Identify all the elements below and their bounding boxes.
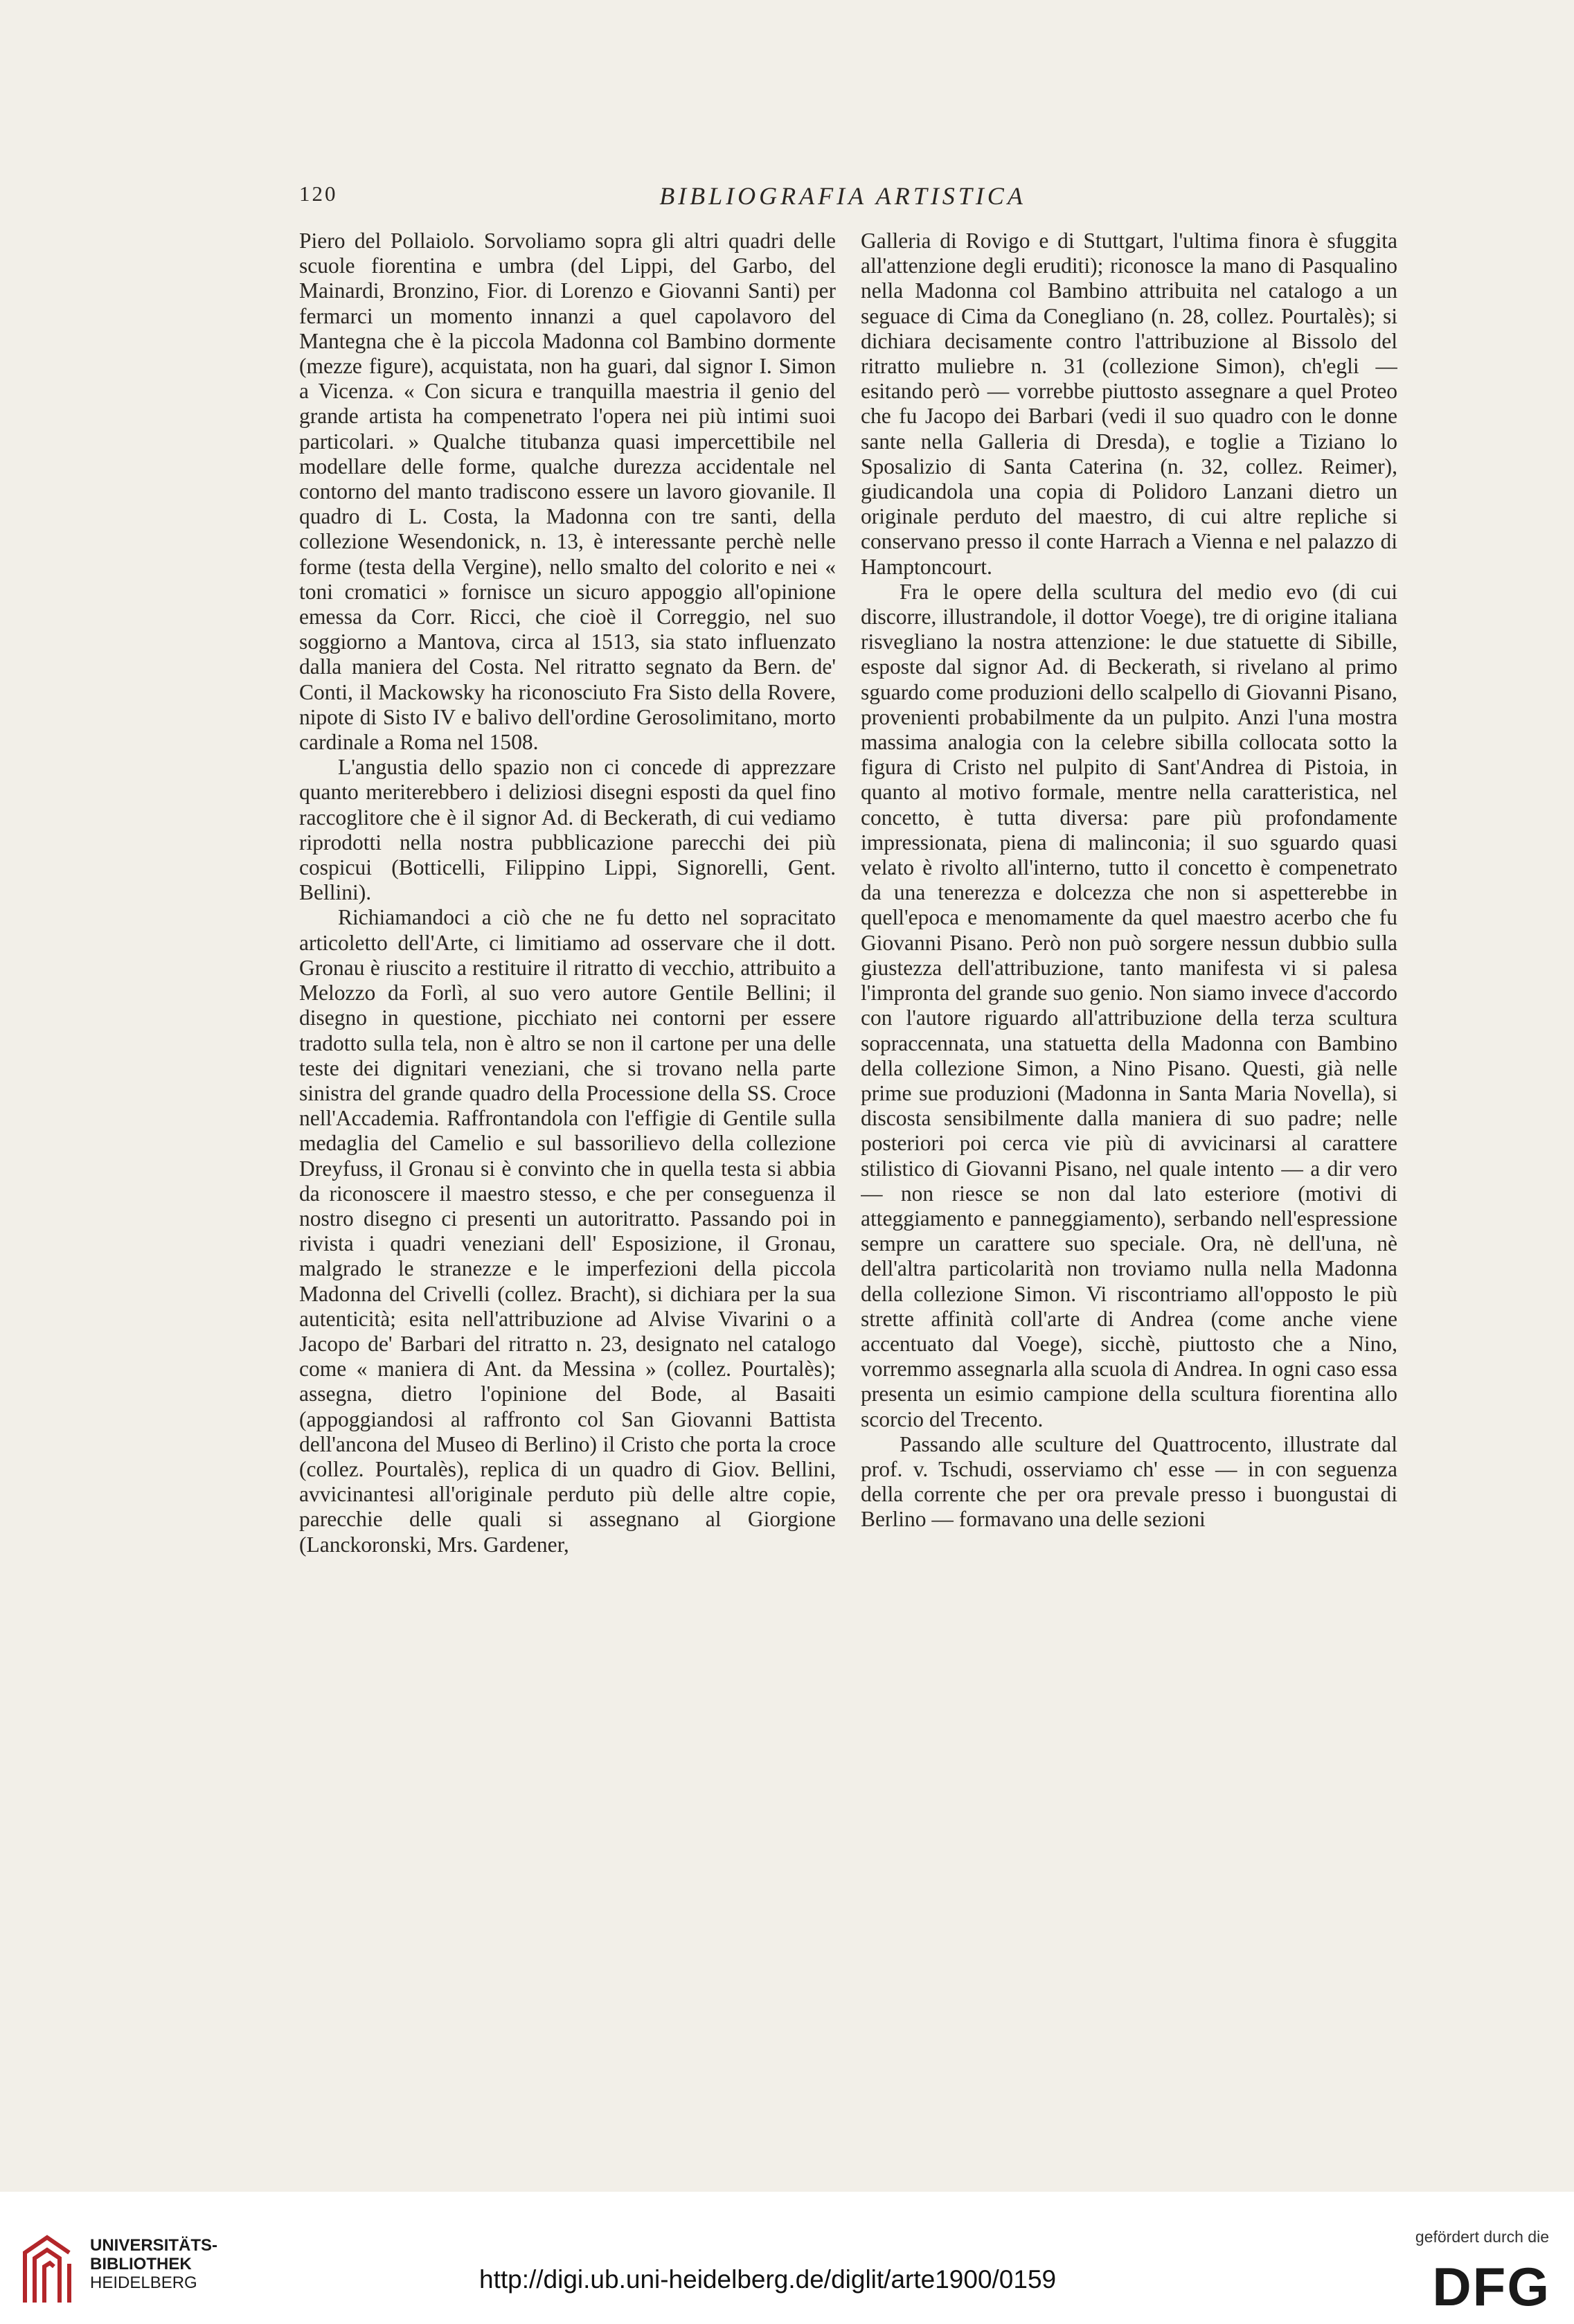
library-name-line: BIBLIOTHEK — [90, 2255, 192, 2273]
paragraph: Galleria di Rovigo e di Stuttgart, l'ultima finora è sfuggita all'attenzione degli eruditi); riconosce la mano di Pasqualino nella Madonna col Bambino attribuita nel catalogo a un seguace di Cima da Conegliano (n. 28, collez. Pourtalès); si dichiara decisamente contro l'attribuzione al Bissolo del ritratto muliebre n. 31 (collezione Simon), ch'egli — esitando però — vorrebbe piuttosto assegnare a quel Proteo che fu Jacopo dei Barbari (vedi il suo quadro con le donne sante nella Galleria di Dresda), e toglie a Tiziano lo Sposalizio di Santa Caterina (n. 32, collez. Reimer), giudicandola una copia di Polidoro Lanzani dietro un originale perduto del maestro, di cui altre repliche si conservano presso il conte Harrach a Vienna e nel palazzo di Hamptoncourt. — [861, 229, 1397, 579]
library-name-line: HEIDELBERG — [90, 2273, 197, 2292]
dfg-logo: DFG — [1432, 2256, 1550, 2317]
page-header — [299, 181, 1386, 216]
running-title: BIBLIOGRAFIA ARTISTICA — [659, 182, 1026, 210]
left-column — [299, 229, 836, 1891]
funding-note: gefördert durch die — [1415, 2228, 1549, 2246]
library-name — [90, 2236, 217, 2292]
paragraph: Richiamandoci a ciò che ne fu detto nel sopracitato articoletto dell'Arte, ci limitiamo ad osservare che il dott. Gronau è riuscito a restituire il ritratto di vecchio, attribuito a Melozzo da Forlì, al suo vero autore Gentile Bellini; il disegno in questione, picchiato nei contorni per essere tradotto sulla tela, non è altro se non il cartone per una delle teste dei dignitari veneziani, che si trovano nella parte sinistra del grande quadro della Processione della SS. Croce nell'Accademia. Raffrontandola con l'effigie di Gentile sulla medaglia del Camelio e sul bassorilievo della collezione Dreyfuss, il Gronau si è convinto che in quella testa si abbia da riconoscere il maestro stesso, e che per conseguenza il nostro disegno ci presenti un autoritratto. Passando poi in rivista i quadri veneziani dell' Esposizione, il Gronau, malgrado le stranezze e le imperfezioni della piccola Madonna del Crivelli (collez. Bracht), si dichiara per la sua autenticità; esita nell'attribuzione ad Alvise Vivarini o a Jacopo de' Barbari del ritratto n. 23, designato nel catalogo come « maniera di Ant. da Messina » (collez. Pourtalès); assegna, dietro l'opinione del Bode, al Basaiti (appoggiandosi al raffronto col San Giovanni Battista dell'ancona del Museo di Berlino) il Cristo che porta la croce (collez. Pourtalès), replica di un quadro di Giov. Bellini, avvicinantesi all'originale perduto più delle altre copie, parecchie delle quali si assegnano al Giorgione (Lanckoronski, Mrs. Gardener, — [299, 905, 836, 1557]
source-url-link[interactable]: http://digi.ub.uni-heidelberg.de/diglit/arte1900/0159 — [479, 2265, 1057, 2294]
page-number: 120 — [299, 181, 338, 206]
paragraph: L'angustia dello spazio non ci concede di apprezzare quanto meriterebbero i deliziosi disegni esposti da quel fino raccoglitore che è il signor Ad. di Beckerath, di cui vediamo riprodotti nella nostra pubblicazione parecchi dei più cospicui (Botticelli, Filippino Lippi, Signorelli, Gent. Bellini). — [299, 755, 836, 905]
paragraph: Fra le opere della scultura del medio evo (di cui discorre, illustrandole, il dottor Voege), tre di origine italiana risvegliano la nostra attenzione: le due statuette di Sibille, esposte dal signor Ad. di Beckerath, si rivelano al primo sguardo come produzioni dello scalpello di Giovanni Pisano, provenienti probabilmente da un pulpito. Anzi l'una mostra massima analogia con la celebre sibilla collocata sotto la figura di Cristo nel pulpito di Sant'Andrea di Pistoia, in quanto al motivo formale, mentre nella caratteristica, nel concetto, è tutta diversa: pare più profondamente impressionata, piena di malinconia; il suo sguardo quasi velato è rivolto all'interno, tutto il concetto è compenetrato da una tenerezza e dolcezza che non si aspetterebbe in quell'epoca e menomamente da quel maestro acerbo che fu Giovanni Pisano. Però non può sorgere nessun dubbio sulla giustezza dell'attribuzione, tanto manifesta vi si palesa l'impronta del grande suo genio. Non siamo invece d'accordo con l'autore riguardo all'attribuzione della terza scultura sopraccennata, una statuetta della Madonna con Bambino della collezione Simon, a Nino Pisano. Questi, già nelle prime sue produzioni (Madonna in Santa Maria Novella), si discosta sensibilmente dalla maniera di suo padre; nelle posteriori poi cerca vie più di avvicinarsi al carattere stilistico di Giovanni Pisano, nel quale intento — a dir vero — non riesce se non dal lato esteriore (motivi di atteggiamento e panneggiamento), serbando nell'espressione sempre un carattere suo speciale. Ora, nè dell'una, nè dell'altra particolarità non troviamo nulla nella Madonna della collezione Simon. Vi riscontriamo all'opposto le più strette affinità coll'arte di Andrea (come anche viene accentuato dal Voege), sicchè, piuttosto che a Nino, vorremmo assegnarla alla scuola di Andrea. In ogni caso essa presenta un esimio campione della scultura fiorentina allo scorcio del Trecento. — [861, 579, 1397, 1431]
right-column — [861, 229, 1397, 1891]
library-name-line: UNIVERSITÄTS- — [90, 2236, 218, 2255]
paragraph: Piero del Pollaiolo. Sorvoliamo sopra gli altri quadri delle scuole fiorentina e umbra (del Lippi, del Garbo, del Mainardi, Bronzino, Fior. di Lorenzo e Giovanni Santi) per fermarci un momento innanzi a quel capolavoro del Mantegna che è la piccola Madonna col Bambino dormente (mezze figure), acquistata, non ha guari, dal signor I. Simon a Vicenza. « Con sicura e tranquilla maestria il genio del grande artista ha compenetrato l'opera nei più intimi suoi particolari. » Qualche titubanza quasi impercettibile nel modellare delle forme, qualche durezza accidentale nel contorno del manto tradiscono essere un lavoro giovanile. Il quadro di L. Costa, la Madonna con tre santi, della collezione Wesendonick, n. 13, è interessante perchè nelle forme (testa della Vergine), nello smalto del colorito e nei « toni cromatici » fornisce un sicuro appoggio all'opinione emessa da Corr. Ricci, che cioè il Correggio, nel suo soggiorno a Mantova, circa al 1513, sia stato influenzato dalla maniera del Costa. Nel ritratto segnato da Bern. de' Conti, il Mackowsky ha riconosciuto Fra Sisto della Rovere, nipote di Sisto IV e balivo dell'ordine Gerosolimitano, morto cardinale a Roma nel 1508. — [299, 229, 836, 755]
paragraph: Passando alle sculture del Quattrocento, illustrate dal prof. v. Tschudi, osserviamo ch' esse — in con seguenza della corrente che per ora prevale presso i buongustai di Berlino — formavano una delle sezioni — [861, 1431, 1397, 1532]
digitization-footer — [0, 2192, 1574, 2324]
university-library-logo-icon — [19, 2232, 82, 2308]
